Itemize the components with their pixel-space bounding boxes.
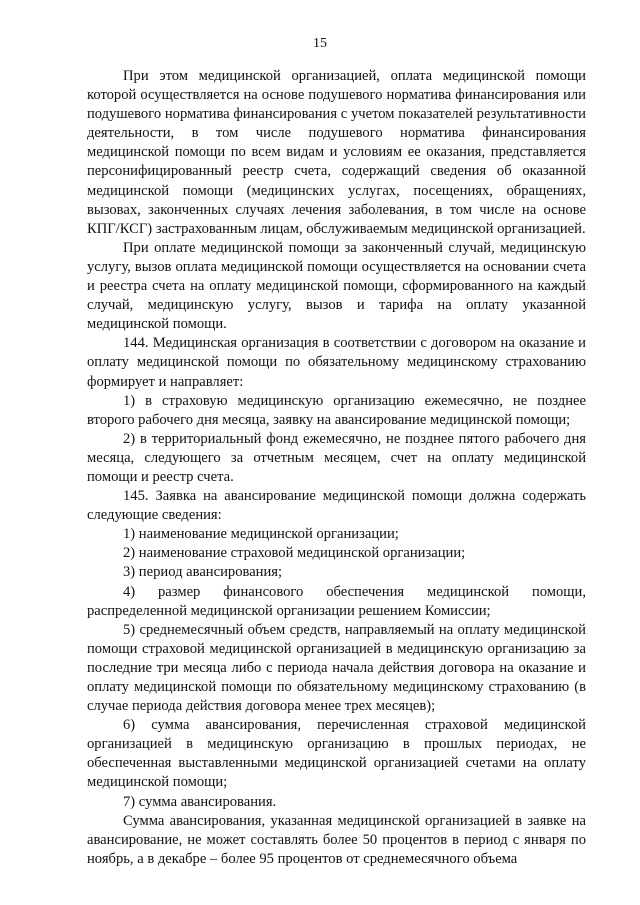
list-item: 4) размер финансового обеспечения медицинской помощи, распределенной медицинской организации решением Комиссии; [87, 583, 586, 619]
paragraph: При этом медицинской организацией, оплата медицинской помощи которой осуществляется на основе подушевого норматива финансирования или подушевого норматива финансирования с учетом показателей результативности деятельности, в том числе подушевого норматива финансирования медицинской помощи по всем видам и условиям ее оказания, представляется персонифицированный реестр счета, содержащий сведения об оказанной медицинской помощи (медицинских услугах, посещениях, обращениях, вызовах, законченных случаях лечения заболевания, в том числе на основе КПГ/КСГ) застрахованным лицам, обслуживаемым медицинской организацией. [87, 68, 586, 237]
list-item: 6) сумма авансирования, перечисленная страховой медицинской организацией в медицинскую организацию в прошлых периодах, не обеспеченная выставленными медицинской организацией счетами на оплату медицинской помощи; [87, 717, 586, 791]
paragraph: Сумма авансирования, указанная медицинской организацией в заявке на авансирование, не может составлять более 50 процентов в период с января по ноябрь, а в декабре – более 95 процентов от среднемесячного объема [87, 812, 586, 867]
list-item: 1) наименование медицинской организации; [123, 526, 399, 543]
list-item: 1) в страховую медицинскую организацию ежемесячно, не позднее второго рабочего дня месяца, заявку на авансирование медицинской помощи; [87, 392, 586, 428]
body-text [87, 67, 586, 869]
page-number: 15 [313, 36, 327, 51]
paragraph: 144. Медицинская организация в соответствии с договором на оказание и оплату медицинской помощи по обязательному медицинскому страхованию формирует и направляет: [87, 335, 586, 390]
list-item: 7) сумма авансирования. [123, 793, 277, 810]
list-item: 2) в территориальный фонд ежемесячно, не позднее пятого рабочего дня месяца, следующего за отчетным месяцем, счет на оплату медицинской помощи и реестр счета. [87, 430, 586, 485]
list-item: 5) среднемесячный объем средств, направляемый на оплату медицинской помощи страховой медицинской организацией в медицинскую организацию за последние три месяца либо с периода начала действия договора на оказание и оплату медицинской помощи по обязательному медицинскому страхованию (в случае периода действия договора менее трех месяцев); [87, 621, 586, 715]
paragraph: 145. Заявка на авансирование медицинской помощи должна содержать следующие сведения: [87, 488, 586, 524]
list-item: 3) период авансирования; [123, 564, 283, 581]
list-item: 2) наименование страховой медицинской организации; [123, 545, 466, 562]
paragraph: При оплате медицинской помощи за законченный случай, медицинскую услугу, вызов оплата медицинской помощи осуществляется на основании счета и реестра счета на оплату медицинской помощи, сформированного на каждый случай, медицинскую услугу, вызов и тарифа на оплату указанной медицинской помощи. [87, 239, 586, 333]
